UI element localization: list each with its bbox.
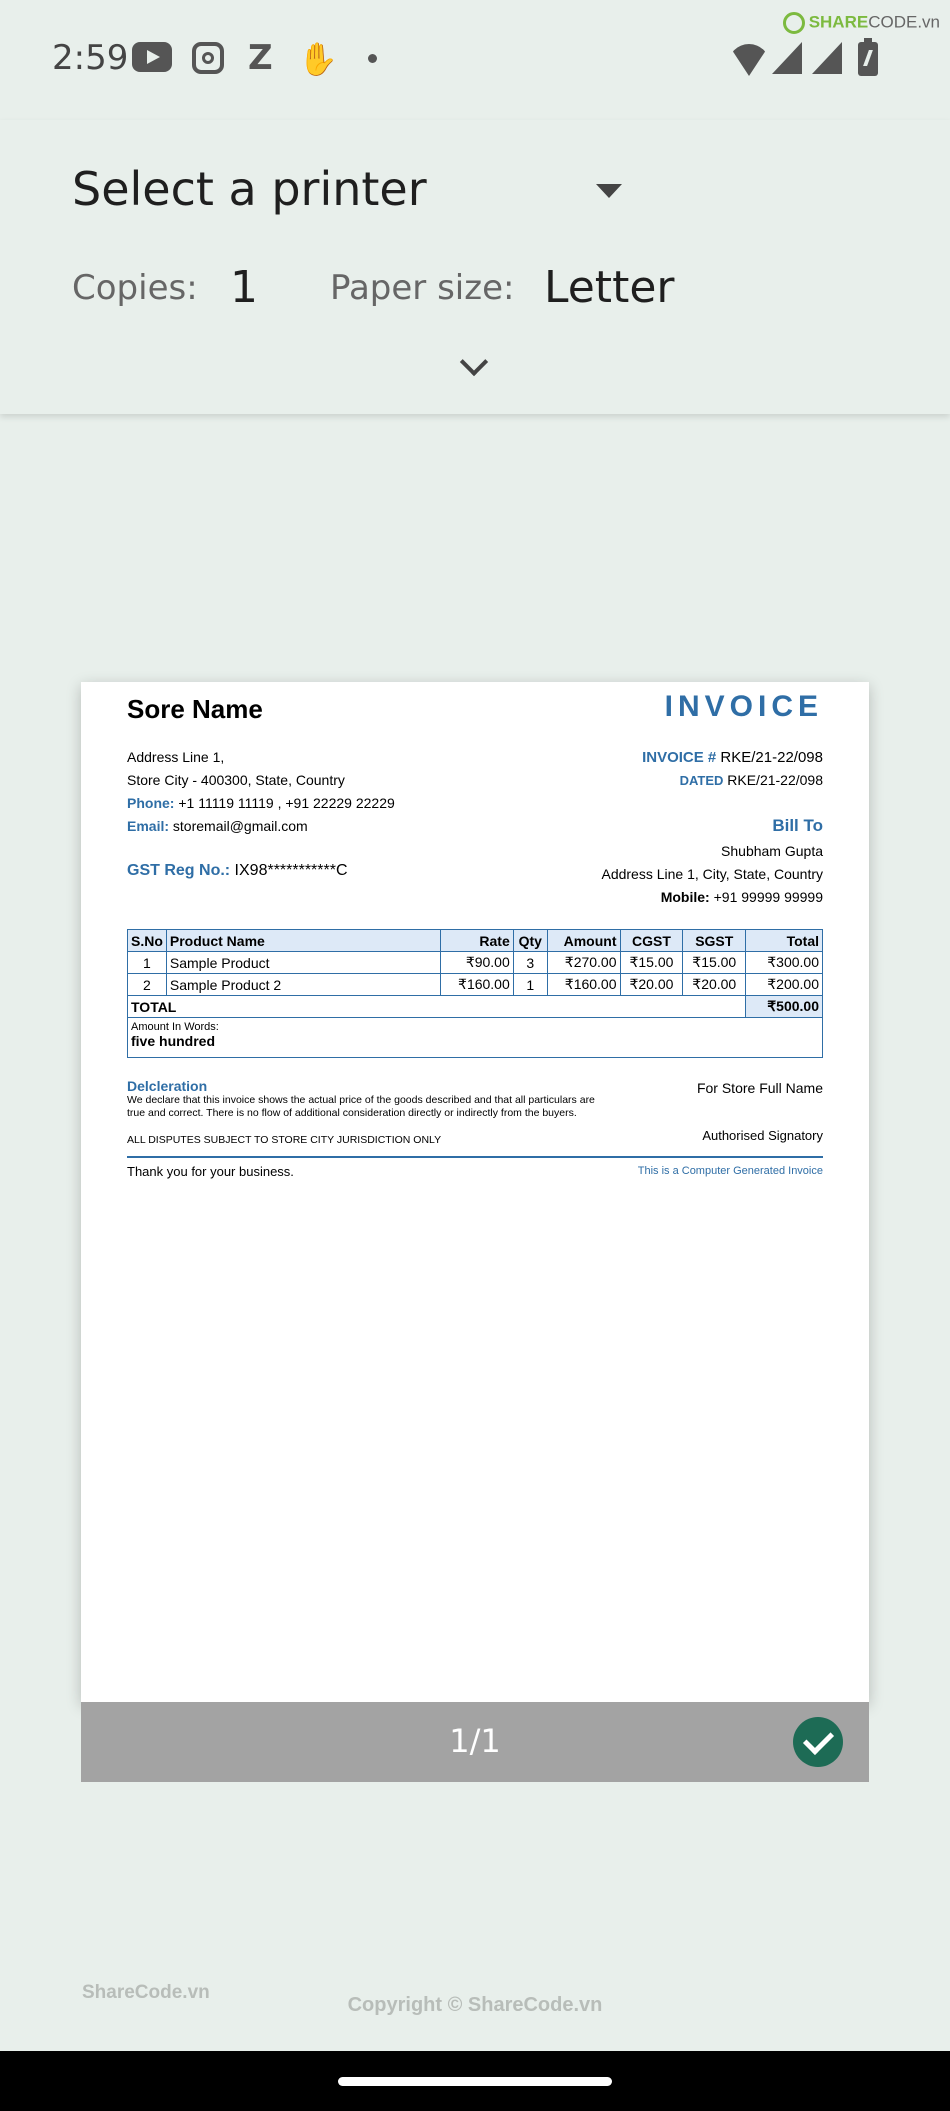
- printer-select-dropdown[interactable]: [72, 162, 632, 232]
- amount-words-label: Amount In Words:: [131, 1021, 219, 1033]
- store-address-line2: Store City - 400300, State, Country: [127, 772, 345, 788]
- gst-value: IX98***********C: [230, 862, 348, 879]
- signal-icon: [772, 42, 802, 74]
- invoice-number: [642, 746, 823, 769]
- invoice-title: INVOICE: [664, 690, 823, 723]
- table-cell: 3: [513, 952, 547, 974]
- watermark-brand-suffix: CODE.vn: [868, 12, 940, 32]
- column-header: Qty: [513, 930, 547, 952]
- dated-label: DATED: [679, 773, 724, 788]
- paper-size-label: Paper size:: [330, 268, 515, 308]
- column-header: SGST: [683, 930, 746, 952]
- table-cell: ₹270.00: [547, 952, 620, 974]
- print-preview-page[interactable]: [81, 682, 869, 1760]
- watermark-brand: SHARE: [808, 12, 869, 32]
- mobile-label: Mobile:: [660, 889, 710, 905]
- dropdown-arrow-icon: [596, 184, 622, 198]
- total-value: ₹500.00: [746, 996, 823, 1018]
- invoice-number-label: INVOICE #: [642, 749, 717, 766]
- paper-size-value[interactable]: Letter: [544, 262, 675, 313]
- navigation-bar: [0, 2051, 950, 2111]
- watermark-text: ShareCode.vn: [82, 1982, 210, 2003]
- table-cell: 2: [128, 974, 167, 996]
- store-address-line1: Address Line 1,: [127, 749, 225, 765]
- column-header: Total: [746, 930, 823, 952]
- declaration-title: Delcleration: [127, 1078, 208, 1094]
- home-gesture-handle[interactable]: [338, 2077, 612, 2086]
- total-row: [128, 996, 823, 1018]
- table-cell: ₹300.00: [746, 952, 823, 974]
- disputes-note: ALL DISPUTES SUBJECT TO STORE CITY JURISDICTION ONLY: [127, 1134, 442, 1146]
- store-email: [127, 815, 308, 838]
- table-row: [128, 974, 823, 996]
- youtube-icon: [132, 42, 172, 72]
- bill-to-label: Bill To: [772, 816, 823, 835]
- thank-you-note: Thank you for your business.: [127, 1164, 294, 1179]
- amount-words-value: five hundred: [131, 1033, 216, 1049]
- declaration-text: We declare that this invoice shows the actual price of the goods described and that all particulars are true and correct. There is no flow of additional consideration directly or indirectly from the buyers.: [127, 1094, 595, 1119]
- column-header: CGST: [620, 930, 683, 952]
- invoice-dated: [680, 769, 823, 792]
- table-cell: Sample Product: [166, 952, 440, 974]
- email-label: Email:: [127, 818, 170, 834]
- copies-value[interactable]: 1: [230, 262, 258, 313]
- invoice-number-value: RKE/21-22/098: [716, 749, 823, 766]
- phone-value: +1 11119 11119 , +91 22229 22229: [174, 795, 395, 811]
- dot-icon: [368, 54, 377, 63]
- store-name: Sore Name: [127, 694, 263, 724]
- expand-chevron-icon[interactable]: [456, 352, 492, 380]
- table-cell: ₹15.00: [683, 952, 746, 974]
- column-header: Amount: [547, 930, 620, 952]
- gst-reg: [127, 862, 348, 880]
- table-cell: ₹90.00: [440, 952, 513, 974]
- copies-label: Copies:: [72, 268, 198, 308]
- status-time: 2:59: [52, 38, 129, 78]
- zomato-icon: Z: [248, 38, 273, 78]
- sharecode-logo-icon: [783, 12, 805, 34]
- amount-in-words: [127, 1018, 823, 1058]
- hand-icon: ✋: [298, 41, 338, 77]
- table-cell: ₹200.00: [746, 974, 823, 996]
- footer-divider: [127, 1156, 823, 1158]
- column-header: Product Name: [166, 930, 440, 952]
- email-value: storemail@gmail.com: [169, 818, 308, 834]
- mobile-value: +91 99999 99999: [709, 889, 823, 905]
- page-selected-check-icon[interactable]: [793, 1717, 843, 1767]
- wifi-icon: [728, 44, 770, 76]
- column-header: Rate: [440, 930, 513, 952]
- instagram-icon: [192, 42, 224, 74]
- phone-label: Phone:: [127, 795, 175, 811]
- bill-to-mobile: [661, 886, 823, 909]
- items-table: [127, 929, 823, 1018]
- watermark-logo: [783, 12, 940, 34]
- table-cell: 1: [513, 974, 547, 996]
- table-header-row: [128, 930, 823, 952]
- table-cell: ₹20.00: [620, 974, 683, 996]
- page-count: 1/1: [449, 1722, 501, 1760]
- column-header: S.No: [128, 930, 167, 952]
- dated-value: RKE/21-22/098: [723, 772, 823, 788]
- table-cell: 1: [128, 952, 167, 974]
- table-cell: ₹15.00: [620, 952, 683, 974]
- table-cell: Sample Product 2: [166, 974, 440, 996]
- watermark-copyright: Copyright © ShareCode.vn: [347, 1994, 603, 2016]
- bill-to-name: Shubham Gupta: [721, 843, 823, 859]
- battery-icon: [858, 42, 878, 76]
- page-selection-bar: [81, 1702, 869, 1782]
- store-phone: [127, 792, 395, 815]
- gst-label: GST Reg No.:: [127, 862, 231, 879]
- table-cell: ₹160.00: [440, 974, 513, 996]
- table-cell: ₹160.00: [547, 974, 620, 996]
- table-row: [128, 952, 823, 974]
- signal-icon: [812, 42, 842, 74]
- printer-label: Select a printer: [72, 162, 427, 216]
- computer-generated-note: This is a Computer Generated Invoice: [637, 1165, 823, 1177]
- table-cell: ₹20.00: [683, 974, 746, 996]
- print-options-panel: [0, 120, 950, 414]
- total-label: TOTAL: [128, 996, 746, 1018]
- authorised-signatory: Authorised Signatory: [702, 1128, 823, 1143]
- for-store-name: For Store Full Name: [696, 1080, 823, 1096]
- bill-to-address: Address Line 1, City, State, Country: [601, 866, 823, 882]
